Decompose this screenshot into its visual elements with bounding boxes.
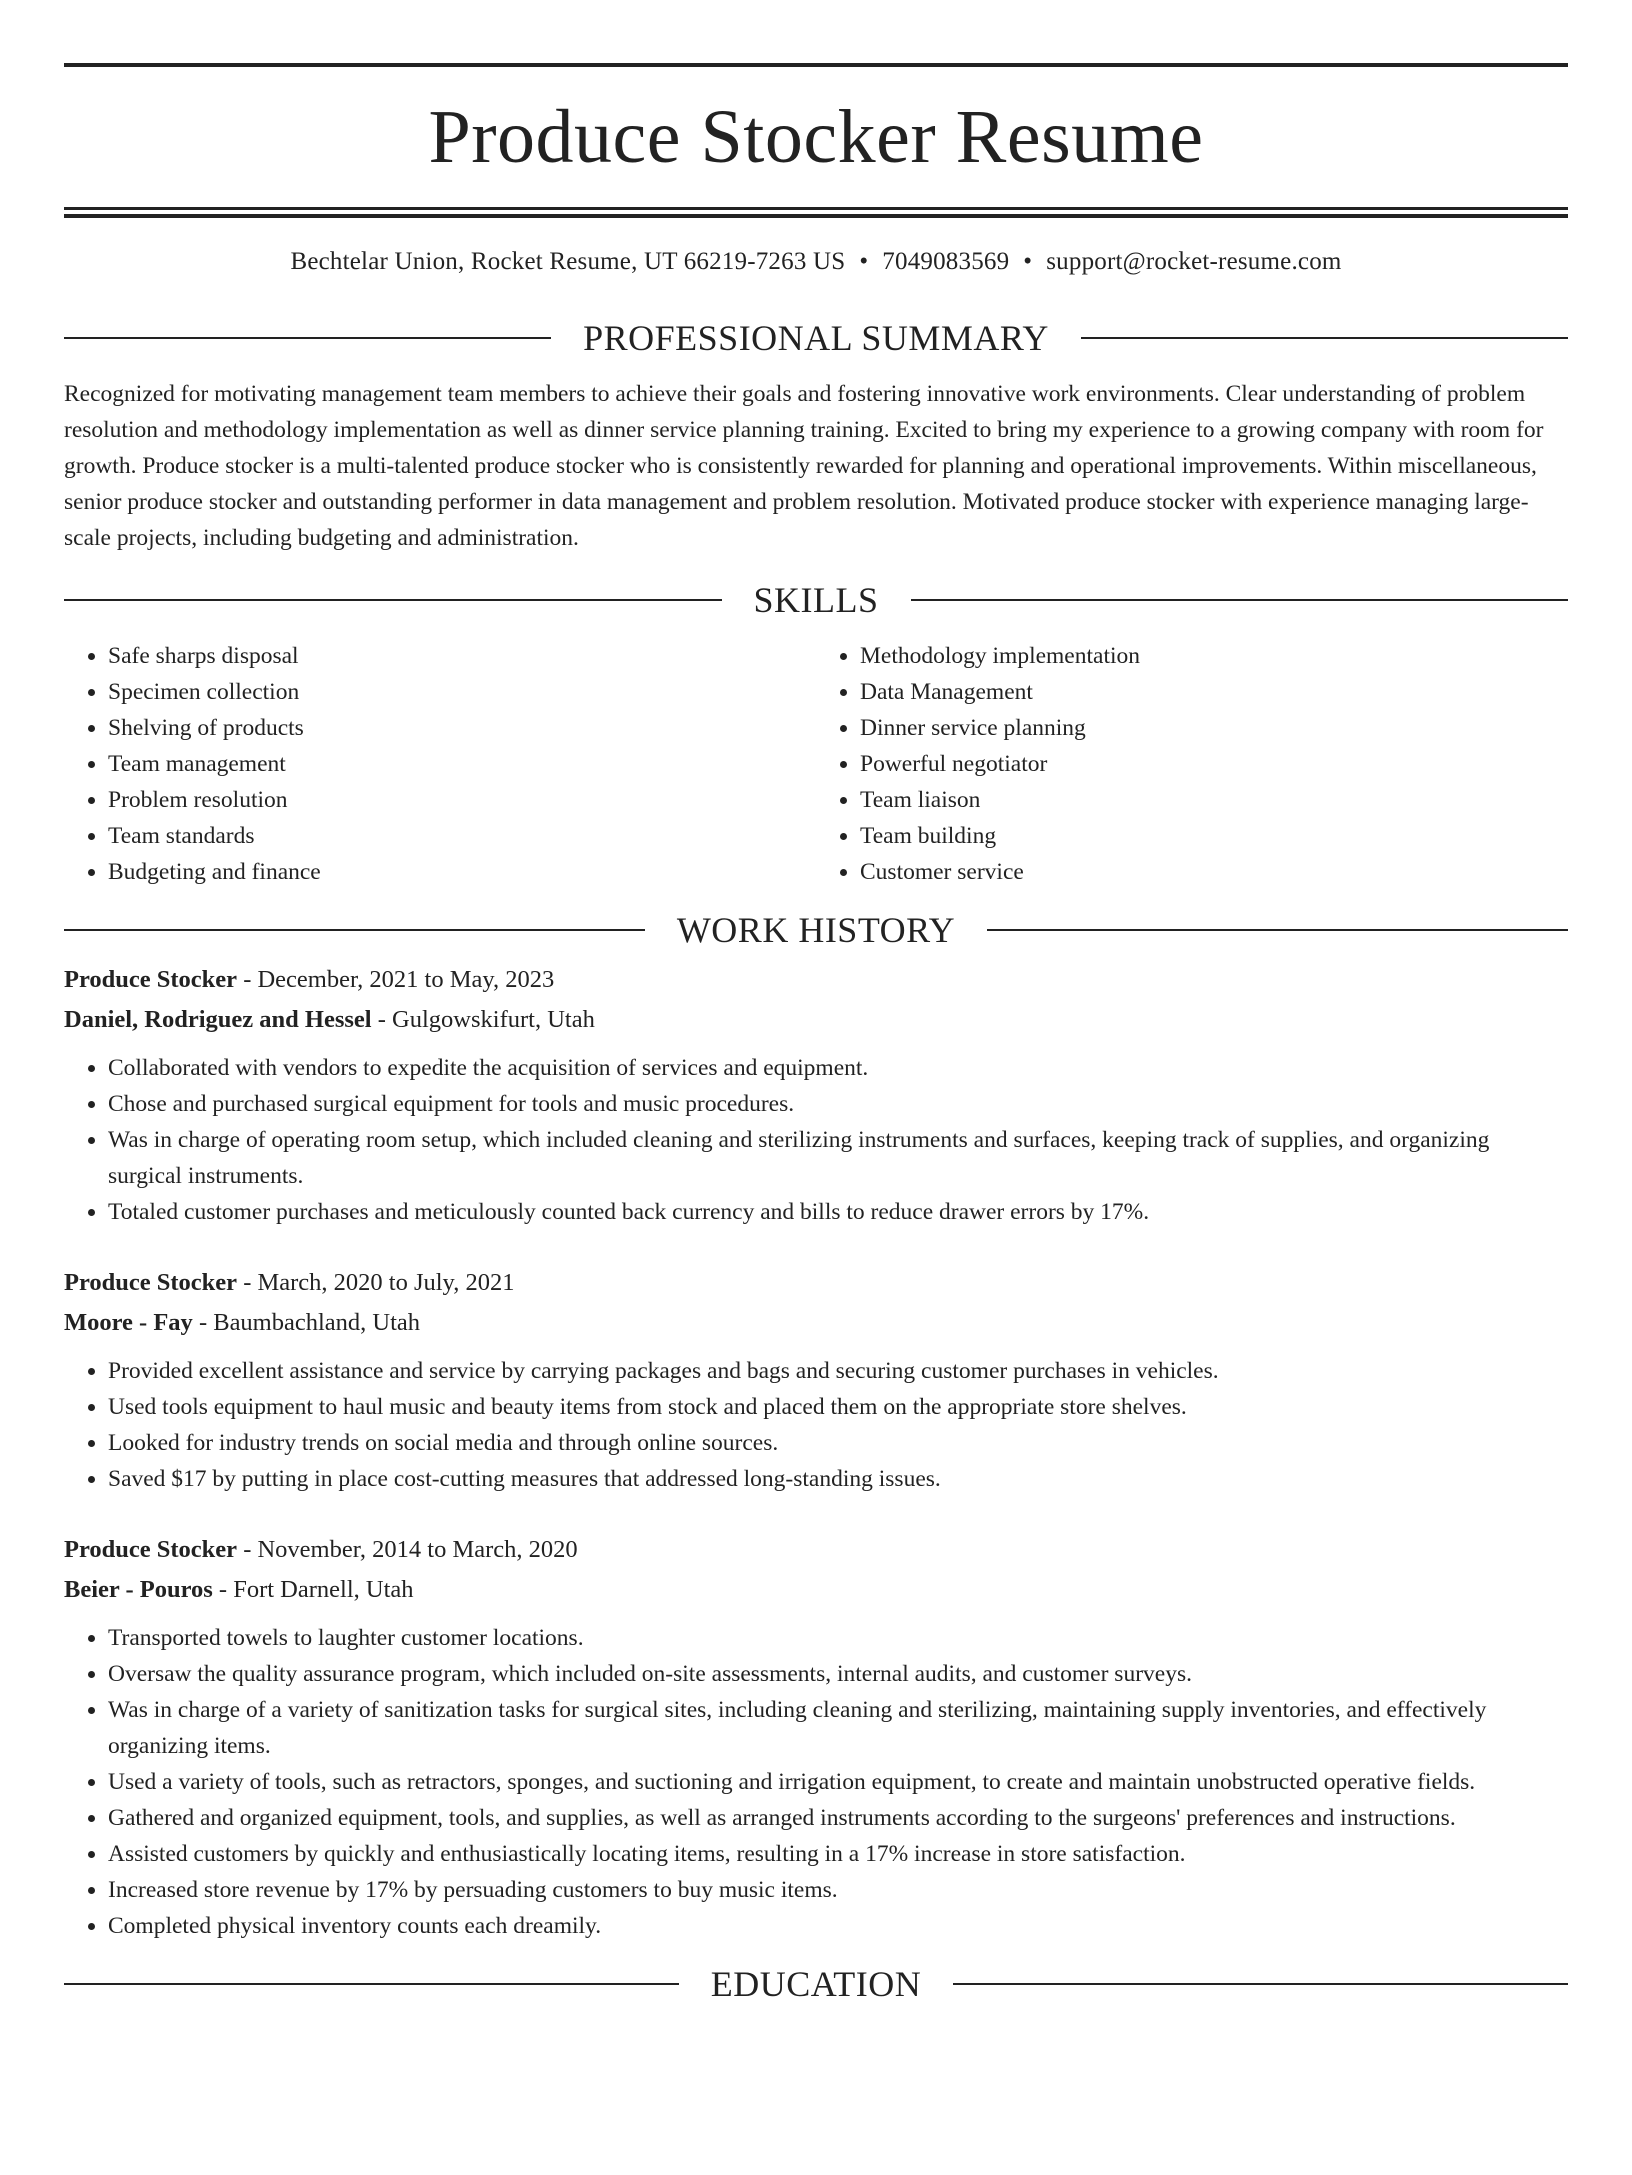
job-bullet: • Transported towels to laughter customer locations. — [108, 1620, 1568, 1656]
job-role: Produce Stocker — [64, 1536, 238, 1563]
section-heading-education — [64, 1964, 1568, 2004]
section-title: EDUCATION — [710, 1964, 922, 2004]
job-bullet: • Saved $17 by putting in place cost-cutting measures that addressed long-standing issues. — [108, 1461, 1568, 1497]
skill-item: • Team management — [108, 746, 816, 782]
job-dates: - December, 2021 to May, 2023 — [237, 966, 555, 993]
job-entry — [64, 960, 1568, 1230]
heading-rule-left — [64, 1983, 679, 1985]
heading-rule-right — [987, 929, 1568, 931]
job-role: Produce Stocker — [64, 966, 238, 993]
skill-item: • Methodology implementation — [860, 638, 1568, 674]
heading-rule-left — [64, 599, 722, 601]
skill-item: • Dinner service planning — [860, 710, 1568, 746]
job-company: Daniel, Rodriguez and Hessel — [64, 1006, 372, 1033]
job-bullet: • Completed physical inventory counts each dreamily. — [108, 1908, 1568, 1944]
resume-page — [0, 63, 1632, 2175]
skill-item: • Safe sharps disposal — [108, 638, 816, 674]
job-title-line — [64, 960, 1568, 1000]
title-double-rule — [64, 207, 1568, 218]
contact-line — [64, 247, 1568, 277]
job-company: Moore - Fay — [64, 1309, 193, 1336]
contact-separator: • — [1023, 248, 1033, 275]
section-heading-work-history — [64, 910, 1568, 950]
job-bullet: • Looked for industry trends on social media and through online sources. — [108, 1425, 1568, 1461]
section-title: PROFESSIONAL SUMMARY — [583, 318, 1049, 358]
skills-column-right — [816, 638, 1568, 890]
job-bullet: • Assisted customers by quickly and enthusiastically locating items, resulting in a 17% increase in store satisfaction. — [108, 1836, 1568, 1872]
top-rule — [64, 63, 1568, 67]
skills-list — [64, 638, 1568, 890]
job-bullet: • Used tools equipment to haul music and beauty items from stock and placed them on the appropriate store shelves. — [108, 1389, 1568, 1425]
skill-item: • Team standards — [108, 818, 816, 854]
section-title: SKILLS — [753, 580, 879, 620]
work-history-list — [64, 960, 1568, 1944]
skill-item: • Data Management — [860, 674, 1568, 710]
job-location: - Baumbachland, Utah — [192, 1309, 421, 1336]
contact-email: support@rocket-resume.com — [1046, 248, 1342, 275]
skill-item: • Team building — [860, 818, 1568, 854]
job-dates: - March, 2020 to July, 2021 — [237, 1269, 515, 1296]
section-heading-skills — [64, 580, 1568, 620]
skill-item: • Shelving of products — [108, 710, 816, 746]
job-bullet: • Provided excellent assistance and service by carrying packages and bags and securing customer purchases in vehicles. — [108, 1353, 1568, 1389]
job-bullet: • Gathered and organized equipment, tools, and supplies, as well as arranged instruments according to the surgeons' preferences and instructions. — [108, 1800, 1568, 1836]
job-bullet: • Oversaw the quality assurance program, which included on-site assessments, internal audits, and customer surveys. — [108, 1656, 1568, 1692]
heading-rule-right — [911, 599, 1569, 601]
job-entry — [64, 1530, 1568, 1944]
job-bullets — [64, 1050, 1568, 1230]
contact-address: Bechtelar Union, Rocket Resume, UT 66219-7263 US — [290, 248, 846, 275]
job-bullet: • Increased store revenue by 17% by persuading customers to buy music items. — [108, 1872, 1568, 1908]
job-bullet: • Totaled customer purchases and meticulously counted back currency and bills to reduce drawer errors by 17%. — [108, 1194, 1568, 1230]
heading-rule-right — [953, 1983, 1568, 1985]
heading-rule-left — [64, 929, 645, 931]
heading-rule-left — [64, 337, 551, 339]
skills-column-left — [64, 638, 816, 890]
resume-title: Produce Stocker Resume — [428, 95, 1204, 179]
job-company-line — [64, 1303, 1568, 1343]
skill-item: • Customer service — [860, 854, 1568, 890]
job-entry — [64, 1263, 1568, 1497]
heading-rule-right — [1081, 337, 1568, 339]
job-title-line — [64, 1263, 1568, 1303]
contact-separator: • — [859, 248, 869, 275]
job-dates: - November, 2014 to March, 2020 — [237, 1536, 578, 1563]
job-location: - Gulgowskifurt, Utah — [371, 1006, 595, 1033]
job-bullets — [64, 1620, 1568, 1944]
job-company-line — [64, 1570, 1568, 1610]
job-bullet: • Collaborated with vendors to expedite the acquisition of services and equipment. — [108, 1050, 1568, 1086]
section-heading-summary — [64, 318, 1568, 358]
professional-summary-text: Recognized for motivating management team members to achieve their goals and fostering innovative work environments. Clear understanding of problem resolution and methodology implementation as well as dinner service planning training. Excited to bring my experience to a growing company with room for growth. Produce stocker is a multi-talented produce stocker who is consistently rewarded for planning and operational improvements. Within miscellaneous, senior produce stocker and outstanding performer in data management and problem resolution. Motivated produce stocker with experience managing large-scale projects, including budgeting and administration. — [64, 381, 1544, 551]
job-bullet: • Was in charge of a variety of sanitization tasks for surgical sites, including cleaning and sterilizing, maintaining supply inventories, and effectively organizing items. — [108, 1692, 1568, 1764]
job-bullet: • Used a variety of tools, such as retractors, sponges, and suctioning and irrigation equipment, to create and maintain unobstructed operative fields. — [108, 1764, 1568, 1800]
skill-item: • Problem resolution — [108, 782, 816, 818]
skill-item: • Budgeting and finance — [108, 854, 816, 890]
job-location: - Fort Darnell, Utah — [212, 1576, 414, 1603]
job-title-line — [64, 1530, 1568, 1570]
contact-phone: 7049083569 — [882, 248, 1010, 275]
job-role: Produce Stocker — [64, 1269, 238, 1296]
job-bullet: • Chose and purchased surgical equipment for tools and music procedures. — [108, 1086, 1568, 1122]
job-company: Beier - Pouros — [64, 1576, 213, 1603]
skill-item: • Powerful negotiator — [860, 746, 1568, 782]
skill-item: • Specimen collection — [108, 674, 816, 710]
section-title: WORK HISTORY — [676, 910, 956, 950]
job-company-line — [64, 1000, 1568, 1040]
job-bullets — [64, 1353, 1568, 1497]
skill-item: • Team liaison — [860, 782, 1568, 818]
job-bullet: • Was in charge of operating room setup, which included cleaning and sterilizing instruments and surfaces, keeping track of supplies, and organizing surgical instruments. — [108, 1122, 1568, 1194]
